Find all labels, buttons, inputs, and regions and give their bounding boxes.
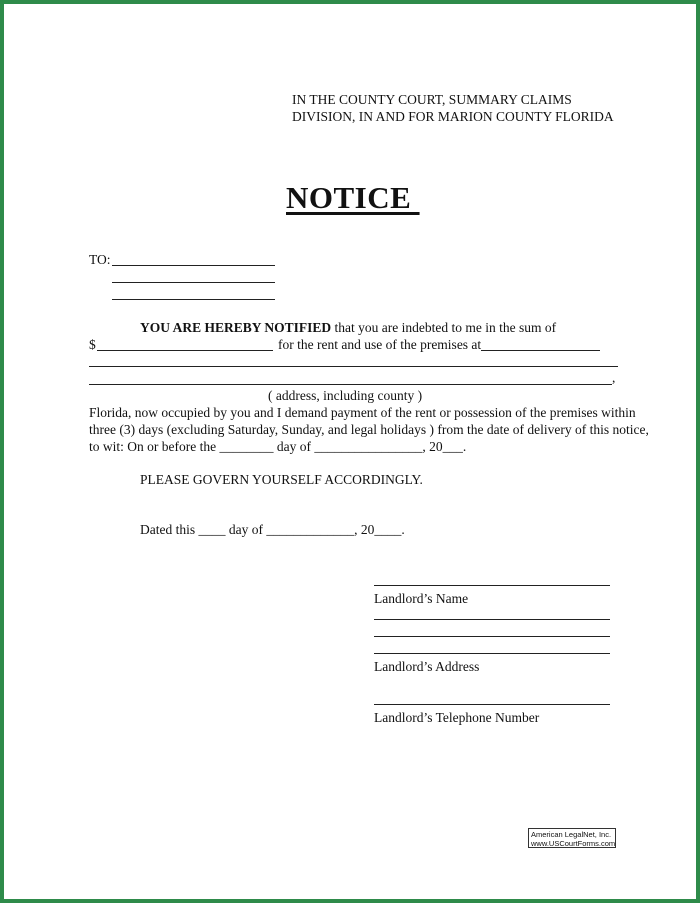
court-header-line-2: DIVISION, IN AND FOR MARION COUNTY FLORIDA bbox=[292, 109, 614, 124]
rent-text: for the rent and use of the premises at bbox=[278, 337, 482, 352]
landlord-address-line-2 bbox=[374, 636, 610, 637]
landlord-address-label: Landlord’s Address bbox=[374, 659, 480, 674]
landlord-phone-line bbox=[374, 704, 610, 705]
amount-line bbox=[97, 350, 273, 351]
notified-bold-text: YOU ARE HEREBY NOTIFIED bbox=[140, 320, 332, 335]
notice-title: NOTICE bbox=[286, 180, 420, 215]
notified-sentence bbox=[140, 320, 556, 336]
to-line-1 bbox=[112, 265, 275, 266]
landlord-phone-label: Landlord’s Telephone Number bbox=[374, 710, 540, 725]
to-line-2 bbox=[112, 282, 275, 283]
govern-statement: PLEASE GOVERN YOURSELF ACCORDINGLY. bbox=[140, 472, 423, 487]
address-comma: , bbox=[612, 370, 616, 385]
notified-rest-text: that you are indebted to me in the sum of bbox=[331, 320, 557, 335]
paragraph-line-3: to wit: On or before the ________ day of ________________, 20___. bbox=[89, 439, 467, 454]
dollar-sign: $ bbox=[89, 337, 96, 352]
landlord-name-line bbox=[374, 585, 610, 586]
landlord-name-label: Landlord’s Name bbox=[374, 591, 469, 606]
address-line-1 bbox=[89, 366, 618, 367]
landlord-address-line-1 bbox=[374, 619, 610, 620]
address-line-2 bbox=[89, 384, 612, 385]
landlord-address-line-3 bbox=[374, 653, 610, 654]
paragraph-line-2: three (3) days (excluding Saturday, Sunday, and legal holidays ) from the date of delivery of this notice, bbox=[89, 422, 649, 437]
to-label: TO: bbox=[89, 252, 111, 267]
document-page bbox=[10, 10, 690, 893]
to-line-3 bbox=[112, 299, 275, 300]
publisher-footer-box bbox=[528, 828, 616, 848]
dated-line: Dated this ____ day of _____________, 20____. bbox=[140, 522, 405, 537]
publisher-url: www.USCourtForms.com bbox=[531, 839, 616, 848]
publisher-name: American LegalNet, Inc. bbox=[531, 830, 612, 839]
premises-line bbox=[481, 350, 600, 351]
address-caption: ( address, including county ) bbox=[268, 388, 423, 403]
court-header-line-1: IN THE COUNTY COURT, SUMMARY CLAIMS bbox=[292, 92, 572, 107]
paragraph-line-1: Florida, now occupied by you and I demand payment of the rent or possession of the premises within bbox=[89, 405, 636, 420]
